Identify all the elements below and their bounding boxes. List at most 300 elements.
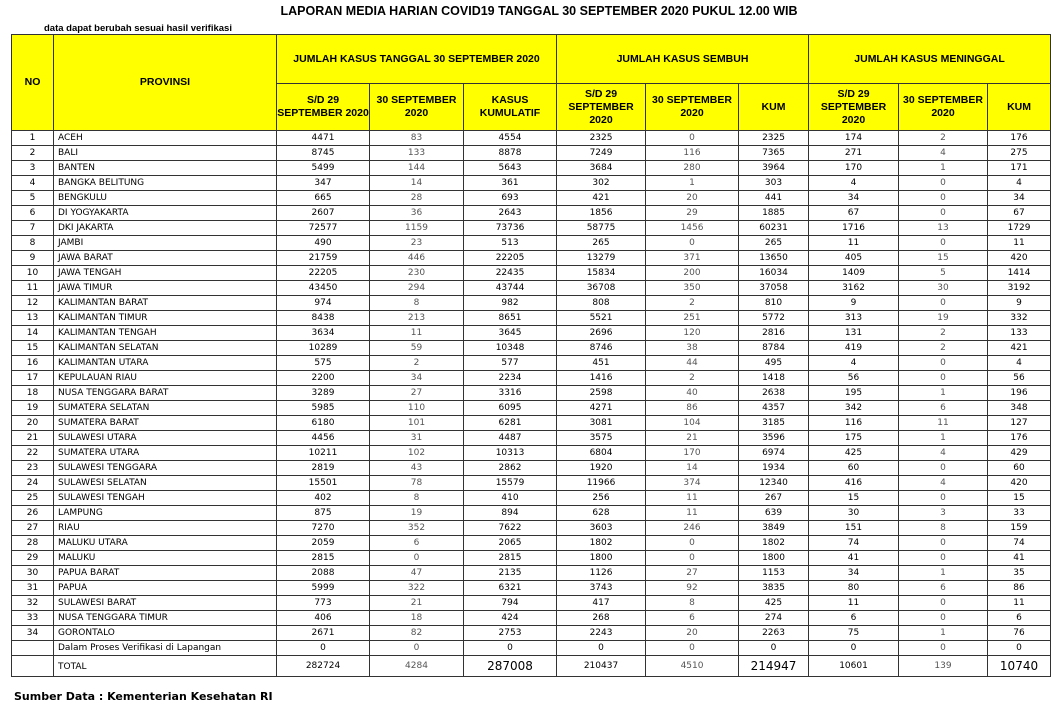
row-value: 47 (370, 566, 464, 581)
row-value: 22205 (277, 266, 370, 281)
row-value: 0 (899, 176, 988, 191)
row-value: 3596 (739, 431, 809, 446)
row-value: 11 (370, 326, 464, 341)
row-value: 6281 (464, 416, 557, 431)
row-value: 72577 (277, 221, 370, 236)
row-value: 446 (370, 251, 464, 266)
table-row (12, 611, 1051, 626)
row-value: 74 (809, 536, 899, 551)
header-kasus-sd29: S/D 29 SEPTEMBER 2020 (277, 84, 370, 131)
row-value: 256 (557, 491, 646, 506)
row-value: 0 (899, 536, 988, 551)
table-row (12, 191, 1051, 206)
row-value: 6 (899, 581, 988, 596)
row-value: 13279 (557, 251, 646, 266)
row-value: 4 (899, 446, 988, 461)
row-value: 1418 (739, 371, 809, 386)
row-value: 131 (809, 326, 899, 341)
row-value: 416 (809, 476, 899, 491)
row-no: 9 (12, 251, 54, 266)
row-value: 18 (370, 611, 464, 626)
row-value: 575 (277, 356, 370, 371)
row-value: 43744 (464, 281, 557, 296)
row-value: 60 (988, 461, 1051, 476)
row-value: 176 (988, 431, 1051, 446)
row-value: 5 (899, 266, 988, 281)
row-value: 2325 (557, 131, 646, 146)
row-no: 34 (12, 626, 54, 641)
row-value: 4357 (739, 401, 809, 416)
row-value: 3185 (739, 416, 809, 431)
table-row (12, 401, 1051, 416)
row-value: 11 (988, 236, 1051, 251)
row-value: 44 (646, 356, 739, 371)
row-value: 265 (739, 236, 809, 251)
row-value: 3603 (557, 521, 646, 536)
row-value: 67 (988, 206, 1051, 221)
row-value: 490 (277, 236, 370, 251)
row-value: 794 (464, 596, 557, 611)
row-province: BALI (54, 146, 277, 161)
row-value: 15 (809, 491, 899, 506)
row-value: 348 (988, 401, 1051, 416)
row-province: KEPULAUAN RIAU (54, 371, 277, 386)
row-province: DKI JAKARTA (54, 221, 277, 236)
row-value: 332 (988, 311, 1051, 326)
row-value: 0 (899, 371, 988, 386)
row-value: 0 (646, 131, 739, 146)
row-value: 11 (988, 596, 1051, 611)
row-value: 808 (557, 296, 646, 311)
row-province: NUSA TENGGARA BARAT (54, 386, 277, 401)
row-value: 11966 (557, 476, 646, 491)
row-value: 60 (809, 461, 899, 476)
row-value: 4 (809, 356, 899, 371)
row-value: 8746 (557, 341, 646, 356)
row-no: 13 (12, 311, 54, 326)
row-province: DI YOGYAKARTA (54, 206, 277, 221)
row-value: 5499 (277, 161, 370, 176)
header-sembuh-30sep: 30 SEPTEMBER 2020 (646, 84, 739, 131)
row-value: 22435 (464, 266, 557, 281)
row-value: 67 (809, 206, 899, 221)
row-value: 30 (899, 281, 988, 296)
row-value: 19 (899, 311, 988, 326)
row-value: 86 (988, 581, 1051, 596)
row-value: 425 (809, 446, 899, 461)
row-value: 14 (646, 461, 739, 476)
table-row (12, 371, 1051, 386)
table-row (12, 596, 1051, 611)
row-value: 10289 (277, 341, 370, 356)
row-value: 4 (988, 356, 1051, 371)
row-value: 6 (370, 536, 464, 551)
row-value: 7249 (557, 146, 646, 161)
row-no: 27 (12, 521, 54, 536)
row-value: 151 (809, 521, 899, 536)
row-province: SULAWESI SELATAN (54, 476, 277, 491)
row-value: 1153 (739, 566, 809, 581)
total-value: 282724 (277, 656, 370, 677)
row-value: 33 (988, 506, 1051, 521)
total-value: 10601 (809, 656, 899, 677)
row-value: 4471 (277, 131, 370, 146)
row-value: 4 (809, 176, 899, 191)
table-row (12, 446, 1051, 461)
row-value: 2815 (277, 551, 370, 566)
row-value: 2 (899, 341, 988, 356)
row-value: 4 (899, 146, 988, 161)
row-value: 441 (739, 191, 809, 206)
row-value: 0 (988, 641, 1051, 656)
row-value: 171 (988, 161, 1051, 176)
row-value: 200 (646, 266, 739, 281)
row-value: 6 (646, 611, 739, 626)
row-value: 38 (646, 341, 739, 356)
row-no: 8 (12, 236, 54, 251)
row-value: 8745 (277, 146, 370, 161)
row-value: 342 (809, 401, 899, 416)
row-value: 3645 (464, 326, 557, 341)
row-value: 3743 (557, 581, 646, 596)
row-value: 73736 (464, 221, 557, 236)
row-province: BANTEN (54, 161, 277, 176)
row-value: 23 (370, 236, 464, 251)
row-value: 0 (277, 641, 370, 656)
row-value: 2598 (557, 386, 646, 401)
row-province: JAMBI (54, 236, 277, 251)
row-value: 0 (899, 551, 988, 566)
row-value: 419 (809, 341, 899, 356)
row-value: 120 (646, 326, 739, 341)
row-value: 56 (988, 371, 1051, 386)
row-value: 230 (370, 266, 464, 281)
row-value: 0 (899, 641, 988, 656)
row-province: PAPUA BARAT (54, 566, 277, 581)
row-value: 2135 (464, 566, 557, 581)
row-value: 5521 (557, 311, 646, 326)
row-province: NUSA TENGGARA TIMUR (54, 611, 277, 626)
row-value: 19 (370, 506, 464, 521)
row-no: 12 (12, 296, 54, 311)
row-value: 0 (899, 236, 988, 251)
header-kasus-kumulatif: KASUS KUMULATIF (464, 84, 557, 131)
row-value: 982 (464, 296, 557, 311)
row-value: 1856 (557, 206, 646, 221)
row-value: 0 (646, 536, 739, 551)
row-value: 9 (809, 296, 899, 311)
row-value: 6 (899, 401, 988, 416)
row-no: 31 (12, 581, 54, 596)
row-value: 76 (988, 626, 1051, 641)
row-province: SUMATERA UTARA (54, 446, 277, 461)
row-value: 421 (557, 191, 646, 206)
header-sembuh-sd29: S/D 29 SEPTEMBER 2020 (557, 84, 646, 131)
total-value: 139 (899, 656, 988, 677)
row-no: 6 (12, 206, 54, 221)
row-value: 429 (988, 446, 1051, 461)
row-no: 11 (12, 281, 54, 296)
row-no: 16 (12, 356, 54, 371)
row-value: 10313 (464, 446, 557, 461)
table-row (12, 626, 1051, 641)
row-value: 2607 (277, 206, 370, 221)
row-province: SULAWESI TENGGARA (54, 461, 277, 476)
row-value: 322 (370, 581, 464, 596)
header-group-kasus: JUMLAH KASUS TANGGAL 30 SEPTEMBER 2020 (277, 35, 557, 84)
row-value: 1414 (988, 266, 1051, 281)
row-value: 1 (899, 386, 988, 401)
row-value: 36 (370, 206, 464, 221)
row-value: 82 (370, 626, 464, 641)
row-value: 875 (277, 506, 370, 521)
row-value: 420 (988, 251, 1051, 266)
row-value: 34 (370, 371, 464, 386)
row-value: 2638 (739, 386, 809, 401)
row-value: 133 (370, 146, 464, 161)
row-value: 2 (899, 131, 988, 146)
row-value: 1 (899, 566, 988, 581)
row-value: 1 (899, 431, 988, 446)
header-group-meninggal: JUMLAH KASUS MENINGGAL (809, 35, 1051, 84)
header-provinsi: PROVINSI (54, 35, 277, 131)
table-row (12, 341, 1051, 356)
row-value: 1885 (739, 206, 809, 221)
row-value: 5772 (739, 311, 809, 326)
row-value: 421 (988, 341, 1051, 356)
row-province: SULAWESI BARAT (54, 596, 277, 611)
table-row (12, 146, 1051, 161)
row-value: 693 (464, 191, 557, 206)
row-value: 246 (646, 521, 739, 536)
report-subtitle: data dapat berubah sesuai hasil verifikasi (44, 23, 232, 34)
row-province: LAMPUNG (54, 506, 277, 521)
row-value: 10348 (464, 341, 557, 356)
row-value: 110 (370, 401, 464, 416)
row-no: 19 (12, 401, 54, 416)
row-value: 15 (899, 251, 988, 266)
row-no: 2 (12, 146, 54, 161)
row-value: 267 (739, 491, 809, 506)
total-value: 287008 (464, 656, 557, 677)
row-value: 74 (988, 536, 1051, 551)
row-value: 451 (557, 356, 646, 371)
row-value: 56 (809, 371, 899, 386)
row-value: 8 (646, 596, 739, 611)
row-no (12, 641, 54, 656)
row-value: 4456 (277, 431, 370, 446)
row-value: 144 (370, 161, 464, 176)
row-value: 21 (646, 431, 739, 446)
row-value: 2862 (464, 461, 557, 476)
row-value: 1126 (557, 566, 646, 581)
row-value: 20 (646, 191, 739, 206)
row-value: 313 (809, 311, 899, 326)
row-province: JAWA TENGAH (54, 266, 277, 281)
row-value: 374 (646, 476, 739, 491)
table-row (12, 311, 1051, 326)
row-value: 15579 (464, 476, 557, 491)
row-value: 265 (557, 236, 646, 251)
report-title: LAPORAN MEDIA HARIAN COVID19 TANGGAL 30 SEPTEMBER 2020 PUKUL 12.00 WIB (280, 4, 798, 18)
total-label: TOTAL (54, 656, 277, 677)
table-row (12, 581, 1051, 596)
row-province: PAPUA (54, 581, 277, 596)
row-value: 424 (464, 611, 557, 626)
row-value: 4271 (557, 401, 646, 416)
row-value: 60231 (739, 221, 809, 236)
header-meninggal-30sep: 30 SEPTEMBER 2020 (899, 84, 988, 131)
row-value: 361 (464, 176, 557, 191)
row-no: 24 (12, 476, 54, 491)
total-value: 214947 (739, 656, 809, 677)
table-row (12, 296, 1051, 311)
row-province: BENGKULU (54, 191, 277, 206)
row-value: 350 (646, 281, 739, 296)
row-value: 0 (809, 641, 899, 656)
total-value: 4284 (370, 656, 464, 677)
row-province: Dalam Proses Verifikasi di Lapangan (54, 641, 277, 656)
row-value: 6321 (464, 581, 557, 596)
row-value: 303 (739, 176, 809, 191)
row-value: 16034 (739, 266, 809, 281)
row-value: 11 (646, 506, 739, 521)
row-value: 41 (988, 551, 1051, 566)
row-value: 102 (370, 446, 464, 461)
row-value: 4554 (464, 131, 557, 146)
row-value: 86 (646, 401, 739, 416)
row-value: 0 (557, 641, 646, 656)
row-value: 6095 (464, 401, 557, 416)
table-row (12, 416, 1051, 431)
row-value: 1 (899, 626, 988, 641)
row-value: 0 (899, 596, 988, 611)
row-value: 2 (370, 356, 464, 371)
row-no: 10 (12, 266, 54, 281)
row-value: 101 (370, 416, 464, 431)
table-row (12, 161, 1051, 176)
row-province: GORONTALO (54, 626, 277, 641)
table-row (12, 131, 1051, 146)
row-value: 15 (988, 491, 1051, 506)
row-value: 3835 (739, 581, 809, 596)
table-row (12, 221, 1051, 236)
row-value: 3 (899, 506, 988, 521)
table-row (12, 476, 1051, 491)
table-row (12, 206, 1051, 221)
row-value: 1 (899, 161, 988, 176)
row-value: 1456 (646, 221, 739, 236)
row-no: 7 (12, 221, 54, 236)
row-value: 133 (988, 326, 1051, 341)
row-value: 2243 (557, 626, 646, 641)
row-province: KALIMANTAN UTARA (54, 356, 277, 371)
row-value: 14 (370, 176, 464, 191)
row-value: 280 (646, 161, 739, 176)
row-value: 3289 (277, 386, 370, 401)
row-value: 3316 (464, 386, 557, 401)
row-no: 30 (12, 566, 54, 581)
header-meninggal-kum: KUM (988, 84, 1051, 131)
row-value: 639 (739, 506, 809, 521)
table-row (12, 641, 1051, 656)
row-value: 29 (646, 206, 739, 221)
row-value: 2088 (277, 566, 370, 581)
row-value: 159 (988, 521, 1051, 536)
covid-data-table (11, 34, 1051, 677)
row-value: 40 (646, 386, 739, 401)
total-value: 4510 (646, 656, 739, 677)
row-value: 11 (809, 596, 899, 611)
row-value: 7622 (464, 521, 557, 536)
row-value: 371 (646, 251, 739, 266)
row-no: 15 (12, 341, 54, 356)
row-value: 3575 (557, 431, 646, 446)
row-value: 2 (899, 326, 988, 341)
row-value: 2643 (464, 206, 557, 221)
row-no: 26 (12, 506, 54, 521)
row-value: 2696 (557, 326, 646, 341)
row-value: 92 (646, 581, 739, 596)
source-note: Sumber Data : Kementerian Kesehatan RI (14, 690, 273, 703)
row-province: MALUKU UTARA (54, 536, 277, 551)
row-value: 21759 (277, 251, 370, 266)
row-value: 1800 (557, 551, 646, 566)
row-value: 3849 (739, 521, 809, 536)
row-value: 104 (646, 416, 739, 431)
row-value: 0 (899, 206, 988, 221)
row-value: 36708 (557, 281, 646, 296)
row-value: 251 (646, 311, 739, 326)
row-value: 2325 (739, 131, 809, 146)
row-value: 43450 (277, 281, 370, 296)
table-row (12, 281, 1051, 296)
row-value: 34 (988, 191, 1051, 206)
row-no: 14 (12, 326, 54, 341)
row-value: 577 (464, 356, 557, 371)
row-value: 275 (988, 146, 1051, 161)
row-value: 8651 (464, 311, 557, 326)
row-value: 34 (809, 566, 899, 581)
row-value: 11 (899, 416, 988, 431)
row-value: 0 (646, 641, 739, 656)
row-value: 37058 (739, 281, 809, 296)
row-province: KALIMANTAN TENGAH (54, 326, 277, 341)
row-value: 2753 (464, 626, 557, 641)
row-value: 2671 (277, 626, 370, 641)
table-row (12, 431, 1051, 446)
row-value: 2200 (277, 371, 370, 386)
row-value: 0 (646, 236, 739, 251)
row-value: 1920 (557, 461, 646, 476)
row-no: 5 (12, 191, 54, 206)
row-value: 5643 (464, 161, 557, 176)
row-no: 25 (12, 491, 54, 506)
row-value: 2234 (464, 371, 557, 386)
row-province: BANGKA BELITUNG (54, 176, 277, 191)
row-value: 6 (809, 611, 899, 626)
row-value: 127 (988, 416, 1051, 431)
row-value: 2065 (464, 536, 557, 551)
row-value: 174 (809, 131, 899, 146)
row-value: 495 (739, 356, 809, 371)
row-value: 59 (370, 341, 464, 356)
row-value: 1802 (557, 536, 646, 551)
row-value: 13 (899, 221, 988, 236)
row-value: 34 (809, 191, 899, 206)
row-value: 4 (988, 176, 1051, 191)
row-province: ACEH (54, 131, 277, 146)
